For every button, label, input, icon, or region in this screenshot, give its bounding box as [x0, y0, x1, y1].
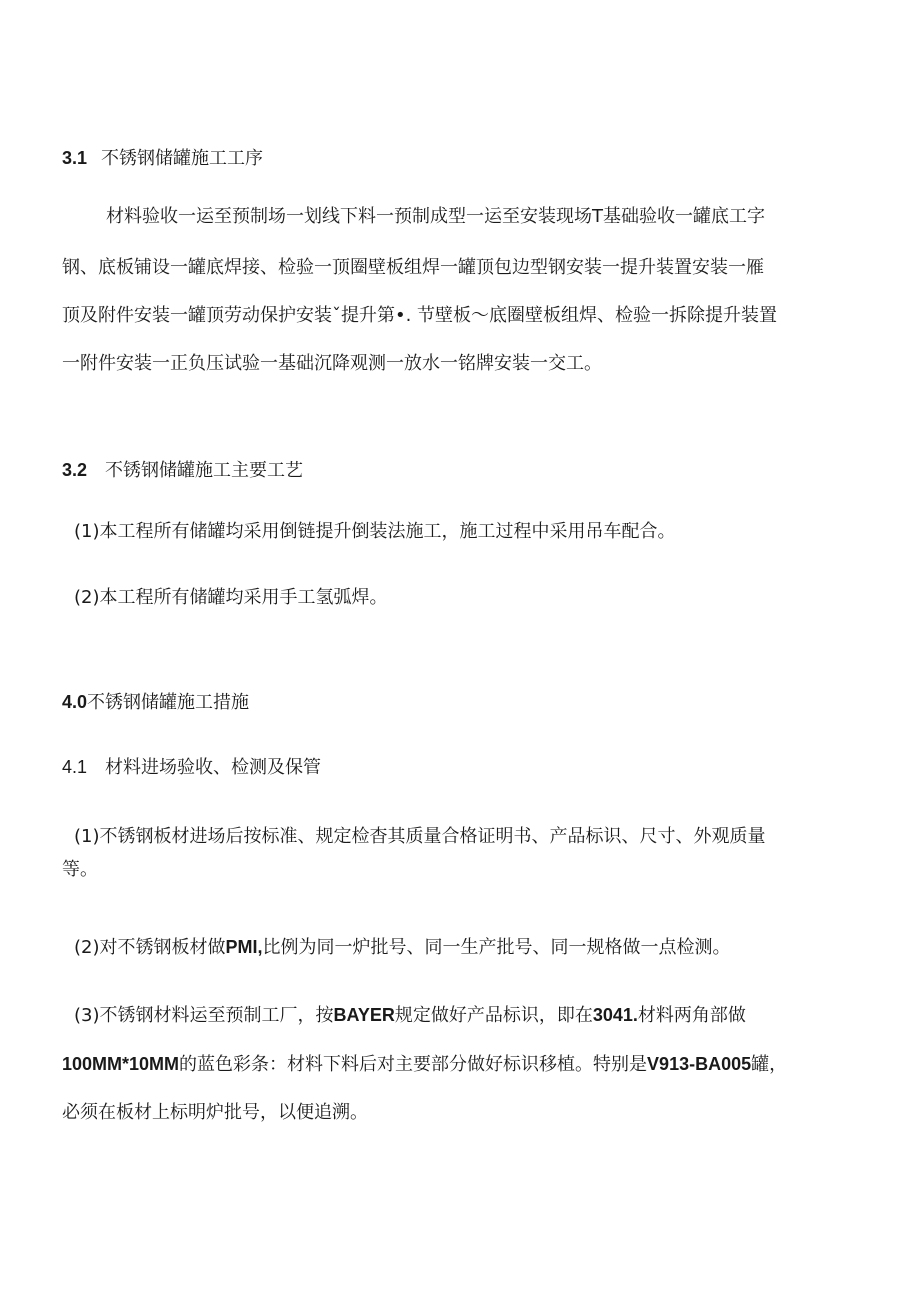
list-item: (2)本工程所有储罐均采用手工氢弧焊。	[74, 587, 388, 608]
text-run: 罐，	[751, 1054, 788, 1075]
text-run: 的蓝色彩条：材料下料后对主要部分做好标识移植。特别是	[179, 1054, 648, 1075]
tank-id-term: V913-BA005	[647, 1054, 752, 1074]
list-item	[74, 1003, 746, 1028]
dimension-term: 100MM*10MM	[62, 1054, 180, 1074]
section-heading-3-1	[62, 146, 263, 171]
paragraph-line: 顶及附件安装一罐顶劳动保护安装ˇ提升第•. 节壁板〜底圈壁板组焊、检验一拆除提升装置	[62, 305, 778, 326]
list-item-continuation: 等。	[62, 859, 98, 880]
section-number: 3.1	[62, 148, 88, 168]
grade-term: 3041.	[592, 1005, 638, 1025]
section-title: 不锈钢储罐施工工序	[101, 148, 264, 169]
text-run: 材料两角部做	[637, 1005, 746, 1026]
section-title: 不锈钢储罐施工措施	[87, 692, 250, 713]
paragraph-line: 一附件安装一正负压试验一基础沉降观测一放水一铭牌安装一交工。	[62, 353, 602, 374]
section-title: 不锈钢储罐施工主要工艺	[105, 460, 304, 481]
text-run: 比例为同一炉批号、同一生产批号、同一规格做一点检测。	[262, 937, 731, 958]
text-run: (2)对不锈钢板材做	[74, 937, 226, 958]
section-number: 4.1	[62, 757, 88, 777]
section-title: 材料进场验收、检测及保管	[105, 757, 322, 778]
list-item-continuation	[62, 1052, 787, 1077]
section-heading-4-1	[62, 755, 321, 780]
text-run: 规定做好产品标识，即在	[394, 1005, 593, 1026]
section-number: 4.0	[62, 692, 88, 712]
text-run: (3)不锈钢材料运至预制工厂，按	[74, 1005, 334, 1026]
bayer-term: BAYER	[333, 1005, 395, 1025]
list-item: (1)不锈钢板材进场后按标准、规定检杳其质量合格证明书、产品标识、尺寸、外观质量	[74, 826, 766, 847]
section-heading-3-2	[62, 458, 303, 483]
section-heading-4-0	[62, 690, 249, 715]
paragraph-line: 材料验收一运至预制场一划线下料一预制成型一运至安装现场T基础验收一罐底工字	[106, 206, 765, 227]
list-item	[74, 935, 731, 960]
list-item-continuation: 必须在板材上标明炉批号，以便追溯。	[62, 1102, 368, 1123]
paragraph-line: 钢、底板铺设一罐底焊接、检验一顶圈壁板组焊一罐顶包边型钢安装一提升装置安装一雁	[62, 257, 764, 278]
list-item: (1)本工程所有储罐均采用倒链提升倒装法施工，施工过程中采用吊车配合。	[74, 521, 676, 542]
section-number: 3.2	[62, 460, 88, 480]
pmi-term: PMI,	[225, 937, 263, 957]
